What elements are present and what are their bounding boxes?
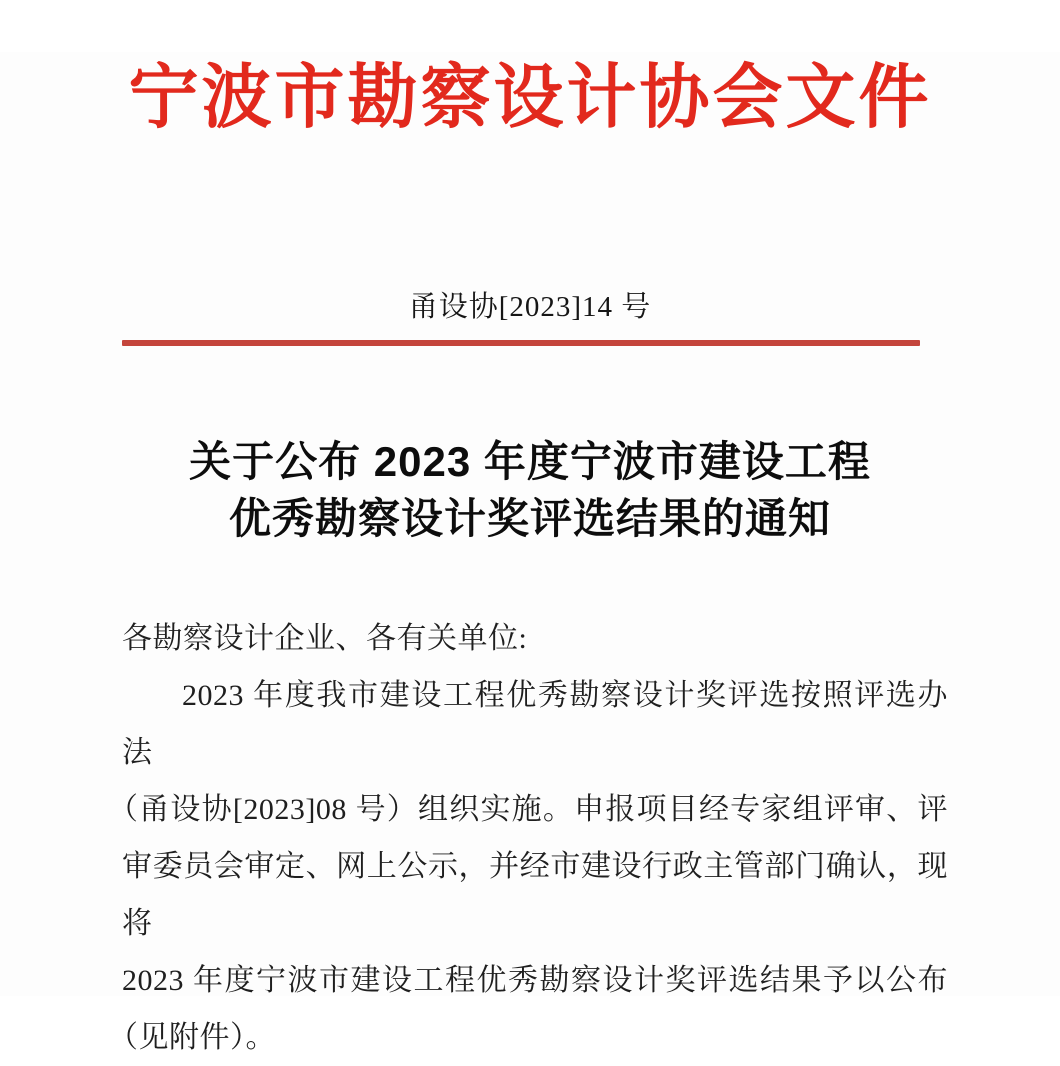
body-line: 审委员会审定、网上公示，并经市建设行政主管部门确认，现将 xyxy=(122,850,948,940)
title-line-2: 优秀勘察设计奖评选结果的通知 xyxy=(228,495,831,542)
title-line-1: 关于公布 2023 年度宁波市建设工程 xyxy=(189,438,871,485)
salutation: 各勘察设计企业、各有关单位: xyxy=(122,622,528,655)
notice-title xyxy=(0,433,1060,547)
doc-number: 甬设协[2023]14 号 xyxy=(408,291,652,323)
document-page xyxy=(0,52,1060,1054)
red-divider-rule xyxy=(122,340,920,346)
org-header: 宁波市勘察设计协会文件 xyxy=(128,60,932,137)
body-line: （见附件）。 xyxy=(108,1021,276,1054)
body-paragraph xyxy=(108,610,948,1066)
body-line: （甬设协[2023]08 号）组织实施。申报项目经专家组评审、评 xyxy=(108,793,948,826)
body-line: 2023 年度宁波市建设工程优秀勘察设计奖评选结果予以公布 xyxy=(122,964,948,997)
body-line: 2023 年度我市建设工程优秀勘察设计奖评选按照评选办法 xyxy=(122,679,948,769)
